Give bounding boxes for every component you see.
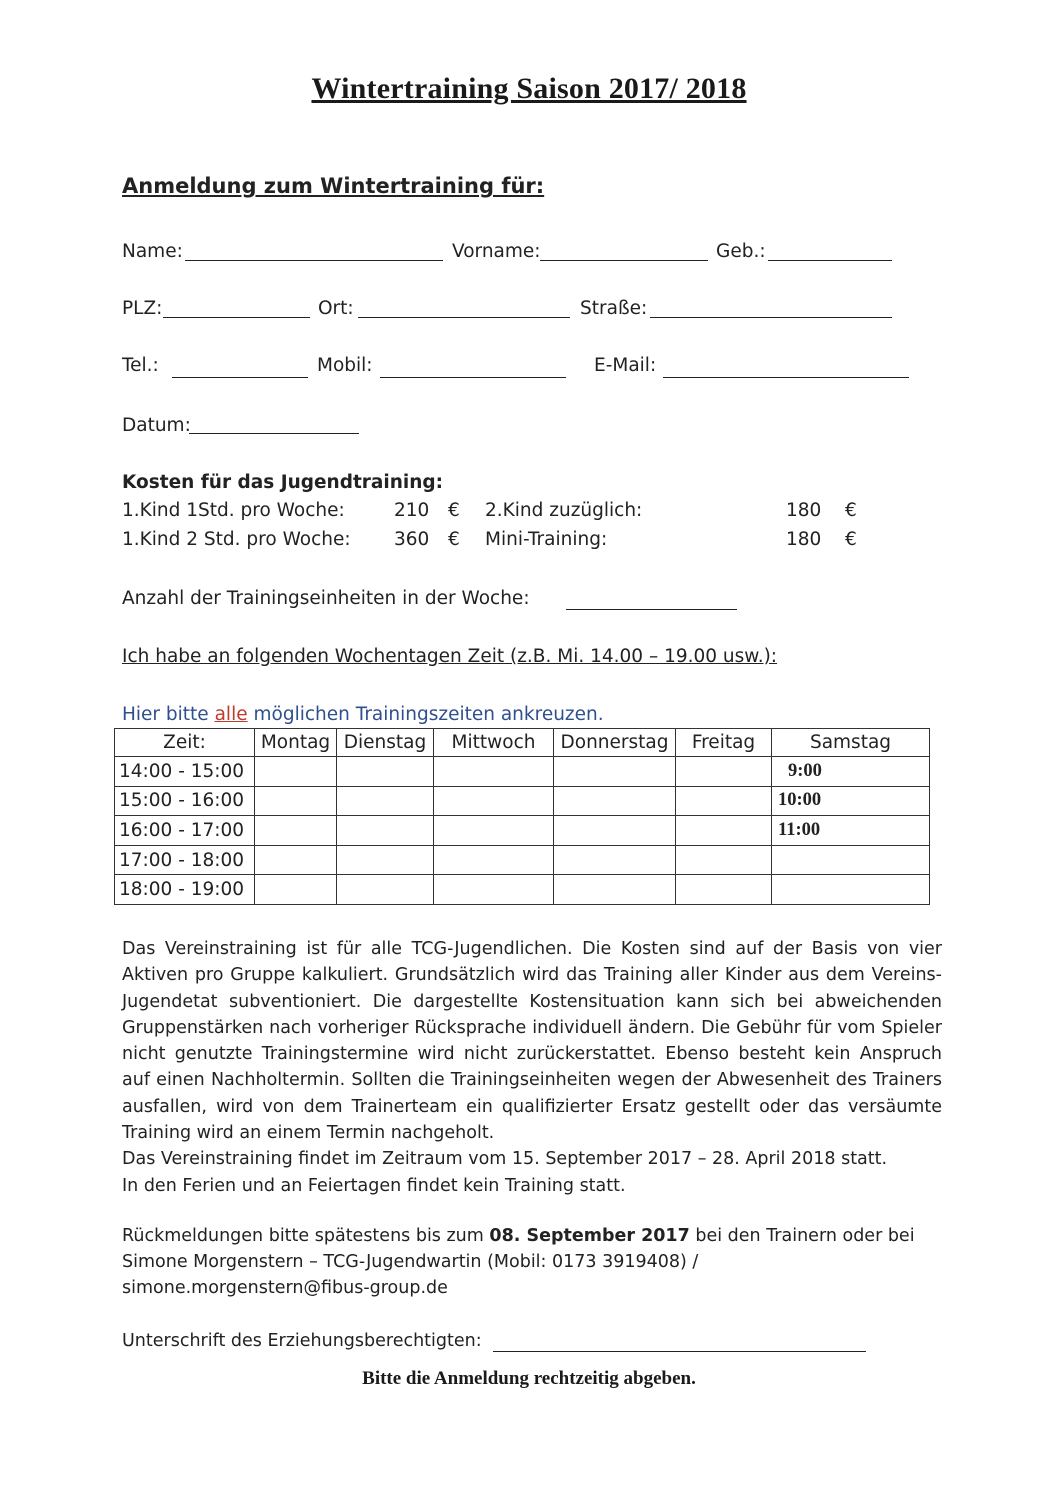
header-zeit: Zeit:: [115, 729, 255, 757]
plz-label: PLZ:: [122, 298, 163, 319]
vorname-field[interactable]: [540, 260, 708, 261]
time-cell: 16:00 - 17:00: [115, 816, 255, 846]
table-row: [115, 845, 930, 875]
page-title: Wintertraining Saison 2017/ 2018: [311, 72, 747, 105]
mobil-label: Mobil:: [317, 355, 373, 376]
terms-text: Das Vereinstraining ist für alle TCG-Jugendlichen. Die Kosten sind auf der Basis von vier Aktiven pro Gruppe kalkuliert. Grundsätzlich wird das Training aller Kinder aus dem Vereins-Jugendetat subventioniert. Die dargestellte Kostensituation kann sich bei abweichenden Gruppenstärken nach vorheriger Rücksprache individuell ändern. Die Gebühr für vom Spieler nicht genutzte Trainingstermine wird nicht zurückerstattet. Ebenso besteht kein Anspruch auf einen Nachholtermin. Sollten die Trainingseinheiten wegen der Abwesenheit des Trainers ausfallen, wird von dem Trainerteam ein qualifizierter Ersatz gestellt oder das versäumte Training wird an einem Termin nachgeholt.: [122, 939, 942, 1144]
saturday-time: 9:00: [788, 760, 822, 781]
geb-field[interactable]: [768, 260, 892, 261]
table-row: [115, 816, 930, 846]
footer-note: Bitte die Anmeldung rechtzeitig abgeben.: [362, 1368, 696, 1389]
cost-amount: 360: [394, 529, 430, 550]
table-row: [115, 875, 930, 905]
cost-currency-2: €: [845, 500, 857, 521]
header-samstag: Samstag: [772, 729, 930, 757]
checkbox-cell[interactable]: [434, 816, 554, 846]
deadline-date: 08. September 2017: [489, 1226, 690, 1246]
ort-label: Ort:: [318, 298, 354, 319]
table-row: [115, 786, 930, 816]
checkbox-cell[interactable]: [554, 845, 676, 875]
holiday-text: In den Ferien und an Feiertagen findet kein Training statt.: [122, 1175, 626, 1196]
terms-paragraph: [122, 936, 942, 1199]
checkbox-cell[interactable]: [434, 875, 554, 905]
checkbox-cell[interactable]: [434, 845, 554, 875]
signature-label: Unterschrift des Erziehungsberechtigten:: [122, 1331, 482, 1351]
strasse-label: Straße:: [580, 298, 648, 319]
saturday-cell[interactable]: [772, 875, 930, 905]
checkbox-cell[interactable]: [255, 875, 337, 905]
time-cell: 18:00 - 19:00: [115, 875, 255, 905]
form-subtitle: Anmeldung zum Wintertraining für:: [122, 174, 545, 198]
checkbox-cell[interactable]: [255, 845, 337, 875]
datum-label: Datum:: [122, 415, 191, 436]
checkbox-cell[interactable]: [676, 845, 772, 875]
checkbox-cell[interactable]: [337, 786, 434, 816]
checkbox-cell[interactable]: [255, 757, 337, 787]
name-label: Name:: [122, 241, 183, 262]
header-mittwoch: Mittwoch: [434, 729, 554, 757]
contact-line-1: [122, 1226, 915, 1246]
tel-label: Tel.:: [122, 355, 159, 376]
datum-field[interactable]: [189, 433, 359, 434]
time-cell: 17:00 - 18:00: [115, 845, 255, 875]
header-freitag: Freitag: [676, 729, 772, 757]
saturday-time: 11:00: [778, 819, 821, 840]
table-row: [115, 757, 930, 787]
schedule-table: [114, 728, 930, 905]
checkbox-cell[interactable]: [554, 786, 676, 816]
ort-field[interactable]: [358, 317, 570, 318]
checkbox-cell[interactable]: [676, 786, 772, 816]
instruction-highlight: alle: [214, 704, 248, 725]
instruction-text: [122, 704, 604, 725]
cost-label-2: 2.Kind zuzüglich:: [485, 500, 643, 521]
table-header-row: [115, 729, 930, 757]
checkbox-cell[interactable]: [434, 786, 554, 816]
header-montag: Montag: [255, 729, 337, 757]
cost-label: 1.Kind 1Std. pro Woche:: [122, 500, 345, 521]
checkbox-cell[interactable]: [255, 816, 337, 846]
checkbox-cell[interactable]: [337, 845, 434, 875]
mobil-field[interactable]: [380, 377, 566, 378]
cost-label-2: Mini-Training:: [485, 529, 608, 550]
saturday-cell[interactable]: [772, 757, 930, 787]
cost-currency: €: [448, 529, 460, 550]
checkbox-cell[interactable]: [676, 757, 772, 787]
checkbox-cell[interactable]: [554, 757, 676, 787]
saturday-cell[interactable]: [772, 786, 930, 816]
checkbox-cell[interactable]: [255, 786, 337, 816]
checkbox-cell[interactable]: [337, 816, 434, 846]
contact-line-2: Simone Morgenstern – TCG-Jugendwartin (Mobil: 0173 3919408) /: [122, 1252, 699, 1272]
units-field[interactable]: [566, 609, 737, 610]
header-donnerstag: Donnerstag: [554, 729, 676, 757]
email-field[interactable]: [663, 377, 909, 378]
tel-field[interactable]: [172, 377, 308, 378]
instruction-post: möglichen Trainingszeiten ankreuzen.: [253, 704, 604, 725]
cost-currency-2: €: [845, 529, 857, 550]
checkbox-cell[interactable]: [554, 875, 676, 905]
cost-amount-2: 180: [786, 500, 822, 521]
cost-currency: €: [448, 500, 460, 521]
email-label: E-Mail:: [594, 355, 657, 376]
checkbox-cell[interactable]: [337, 875, 434, 905]
units-label: Anzahl der Trainingseinheiten in der Woche:: [122, 588, 530, 609]
contact-email[interactable]: simone.morgenstern@fibus-group.de: [122, 1278, 448, 1298]
cost-label: 1.Kind 2 Std. pro Woche:: [122, 529, 351, 550]
checkbox-cell[interactable]: [676, 816, 772, 846]
instruction-pre: Hier bitte: [122, 704, 209, 725]
plz-field[interactable]: [163, 317, 310, 318]
vorname-label: Vorname:: [452, 241, 541, 262]
checkbox-cell[interactable]: [676, 875, 772, 905]
strasse-field[interactable]: [650, 317, 892, 318]
time-cell: 15:00 - 16:00: [115, 786, 255, 816]
cost-amount-2: 180: [786, 529, 822, 550]
geb-label: Geb.:: [716, 241, 766, 262]
checkbox-cell[interactable]: [554, 816, 676, 846]
period-text: Das Vereinstraining findet im Zeitraum vom 15. September 2017 – 28. April 2018 statt.: [122, 1149, 888, 1170]
saturday-cell[interactable]: [772, 845, 930, 875]
saturday-cell[interactable]: [772, 816, 930, 846]
saturday-time: 10:00: [778, 790, 822, 811]
contact-post: bei den Trainern oder bei: [695, 1226, 915, 1246]
cost-amount: 210: [394, 500, 430, 521]
days-heading: Ich habe an folgenden Wochentagen Zeit (z.B. Mi. 14.00 – 19.00 usw.):: [122, 646, 778, 667]
time-cell: 14:00 - 15:00: [115, 757, 255, 787]
costs-heading: Kosten für das Jugendtraining:: [122, 472, 444, 493]
name-field[interactable]: [185, 260, 443, 261]
header-dienstag: Dienstag: [337, 729, 434, 757]
contact-pre: Rückmeldungen bitte spätestens bis zum: [122, 1226, 484, 1246]
signature-field[interactable]: [493, 1351, 866, 1352]
checkbox-cell[interactable]: [434, 757, 554, 787]
checkbox-cell[interactable]: [337, 757, 434, 787]
